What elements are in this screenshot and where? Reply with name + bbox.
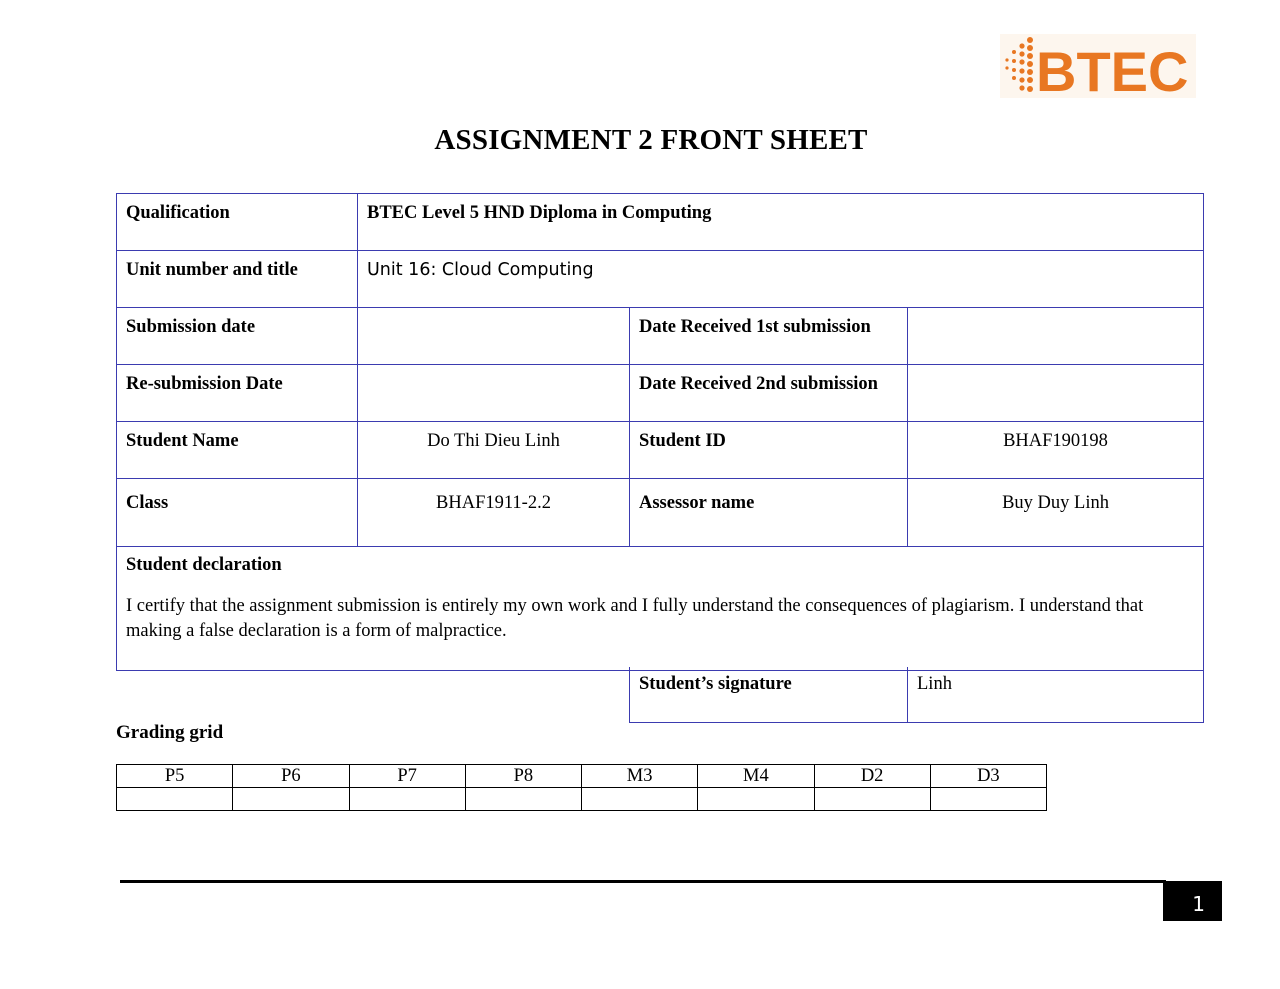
grade-cell[interactable]: [930, 788, 1046, 811]
grade-header: P6: [233, 765, 349, 788]
grading-grid: [116, 764, 1047, 811]
grade-cell[interactable]: [465, 788, 581, 811]
declaration-text: I certify that the assignment submission is entirely my own work and I fully understand the consequences of plagiarism. I understand that making a false declaration is a form of malpractice.: [126, 596, 1144, 641]
signature-label: Student’s signature: [630, 667, 908, 722]
grading-value-row: [117, 788, 1047, 811]
student-id-label: Student ID: [630, 422, 908, 479]
grading-grid-title: Grading grid: [116, 722, 224, 743]
signature-row: [630, 667, 1204, 722]
btec-logo-graphic: [1000, 34, 1196, 98]
btec-logo-text: BTEC: [1036, 40, 1189, 98]
class-label: Class: [117, 479, 358, 547]
resubmission-date-label: Re-submission Date: [117, 365, 358, 422]
grade-header: P7: [349, 765, 465, 788]
grade-cell[interactable]: [582, 788, 698, 811]
date-received-1st-field[interactable]: [908, 308, 1204, 365]
grade-cell[interactable]: [814, 788, 930, 811]
class-row: [117, 479, 1204, 547]
resubmission-row: [117, 365, 1204, 422]
page-title: ASSIGNMENT 2 FRONT SHEET: [434, 124, 868, 156]
student-name-value: Do Thi Dieu Linh: [358, 422, 630, 479]
qualification-value: BTEC Level 5 HND Diploma in Computing: [358, 194, 1204, 251]
student-row: [117, 422, 1204, 479]
unit-label: Unit number and title: [117, 251, 358, 308]
resubmission-date-field[interactable]: [358, 365, 630, 422]
grade-header: M3: [582, 765, 698, 788]
grade-cell[interactable]: [117, 788, 233, 811]
qualification-label: Qualification: [117, 194, 358, 251]
signature-table: [629, 667, 1204, 723]
grade-header: D3: [930, 765, 1046, 788]
assessor-name-value: Buy Duy Linh: [908, 479, 1204, 547]
grade-header: P8: [465, 765, 581, 788]
date-received-1st-label: Date Received 1st submission: [630, 308, 908, 365]
date-received-2nd-label: Date Received 2nd submission: [630, 365, 908, 422]
unit-value: Unit 16: Cloud Computing: [358, 251, 1204, 308]
front-sheet-table: [116, 193, 1204, 671]
grade-cell[interactable]: [698, 788, 814, 811]
submission-date-label: Submission date: [117, 308, 358, 365]
signature-value[interactable]: Linh: [908, 667, 1204, 722]
unit-row: [117, 251, 1204, 308]
grade-cell[interactable]: [349, 788, 465, 811]
grading-header-row: [117, 765, 1047, 788]
grade-cell[interactable]: [233, 788, 349, 811]
page-number: 1: [1163, 881, 1222, 921]
submission-row: [117, 308, 1204, 365]
submission-date-field[interactable]: [358, 308, 630, 365]
qualification-row: [117, 194, 1204, 251]
grade-header: D2: [814, 765, 930, 788]
student-id-value: BHAF190198: [908, 422, 1204, 479]
assessor-name-label: Assessor name: [630, 479, 908, 547]
grade-header: P5: [117, 765, 233, 788]
declaration-row: [117, 547, 1204, 671]
btec-logo: [1000, 34, 1196, 98]
student-name-label: Student Name: [117, 422, 358, 479]
class-value: BHAF1911-2.2: [358, 479, 630, 547]
footer-divider: [120, 880, 1166, 883]
student-declaration: [117, 547, 1204, 671]
date-received-2nd-field[interactable]: [908, 365, 1204, 422]
declaration-title: Student declaration: [126, 555, 282, 575]
grade-header: M4: [698, 765, 814, 788]
